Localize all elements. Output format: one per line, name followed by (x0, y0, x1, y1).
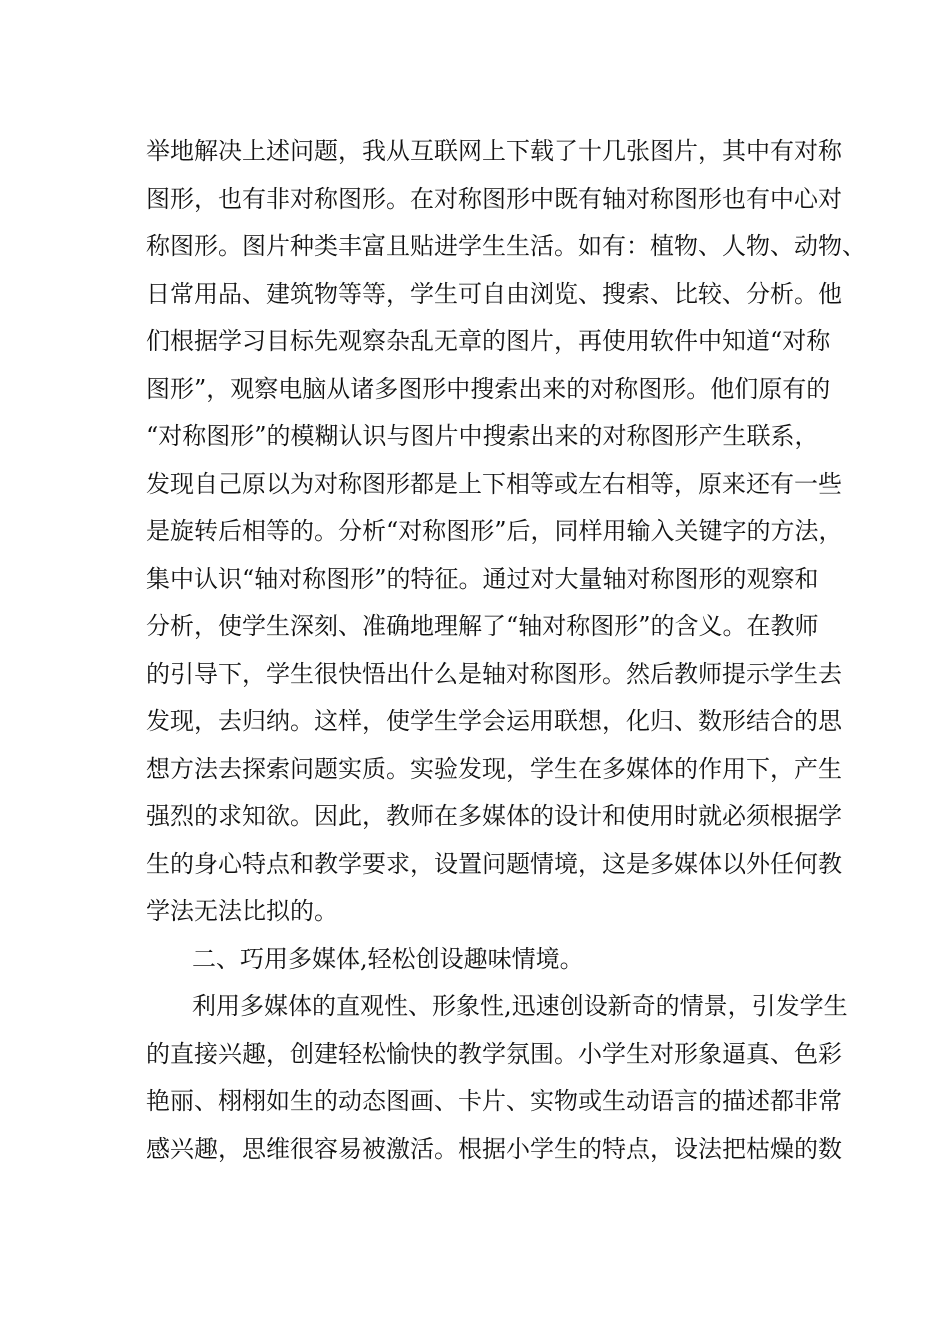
section-heading: 二、巧用多媒体,轻松创设趣味情境。 (192, 944, 584, 973)
text-line: 强烈的求知欲。因此，教师在多媒体的设计和使用时就必须根据学 (146, 802, 842, 830)
text-line: 利用多媒体的直观性、形象性,迅速创设新奇的情景，引发学生 (192, 992, 848, 1020)
text-line: 举地解决上述问题，我从互联网上下载了十几张图片，其中有对称 (146, 137, 842, 165)
text-line: 称图形。图片种类丰富且贴进学生生活。如有：植物、人物、动物、 (146, 232, 866, 260)
text-line: 集中认识“轴对称图形”的特征。通过对大量轴对称图形的观察和 (146, 564, 819, 593)
text-line: 学法无法比拟的。 (146, 897, 338, 925)
text-line: 的直接兴趣，创建轻松愉快的教学氛围。小学生对形象逼真、色彩 (146, 1039, 842, 1068)
text-line: 图形，也有非对称图形。在对称图形中既有轴对称图形也有中心对 (146, 184, 842, 213)
text-line: “对称图形”的模糊认识与图片中搜索出来的对称图形产生联系， (146, 422, 819, 450)
text-line: 是旋转后相等的。分析“对称图形”后，同样用输入关键字的方法， (146, 517, 843, 545)
text-line: 图形”，观察电脑从诸多图形中搜索出来的对称图形。他们原有的 (146, 374, 831, 403)
body-text (146, 128, 866, 1173)
text-line: 发现自己原以为对称图形都是上下相等或左右相等，原来还有一些 (146, 469, 842, 498)
text-line: 的引导下，学生很快悟出什么是轴对称图形。然后教师提示学生去 (146, 659, 842, 688)
text-line: 发现，去归纳。这样，使学生学会运用联想，化归、数形结合的思 (146, 707, 842, 735)
text-line: 生的身心特点和教学要求，设置问题情境，这是多媒体以外任何教 (146, 849, 842, 878)
text-line: 们根据学习目标先观察杂乱无章的图片，再使用软件中知道“对称 (146, 327, 831, 355)
text-line: 日常用品、建筑物等等，学生可自由浏览、搜索、比较、分析。他 (146, 279, 842, 308)
text-line: 分析，使学生深刻、准确地理解了“轴对称图形”的含义。在教师 (146, 612, 819, 640)
text-line: 感兴趣，思维很容易被激活。根据小学生的特点，设法把枯燥的数 (146, 1134, 842, 1163)
text-line: 想方法去探索问题实质。实验发现，学生在多媒体的作用下，产生 (146, 754, 842, 783)
text-line: 艳丽、栩栩如生的动态图画、卡片、实物或生动语言的描述都非常 (146, 1087, 842, 1115)
